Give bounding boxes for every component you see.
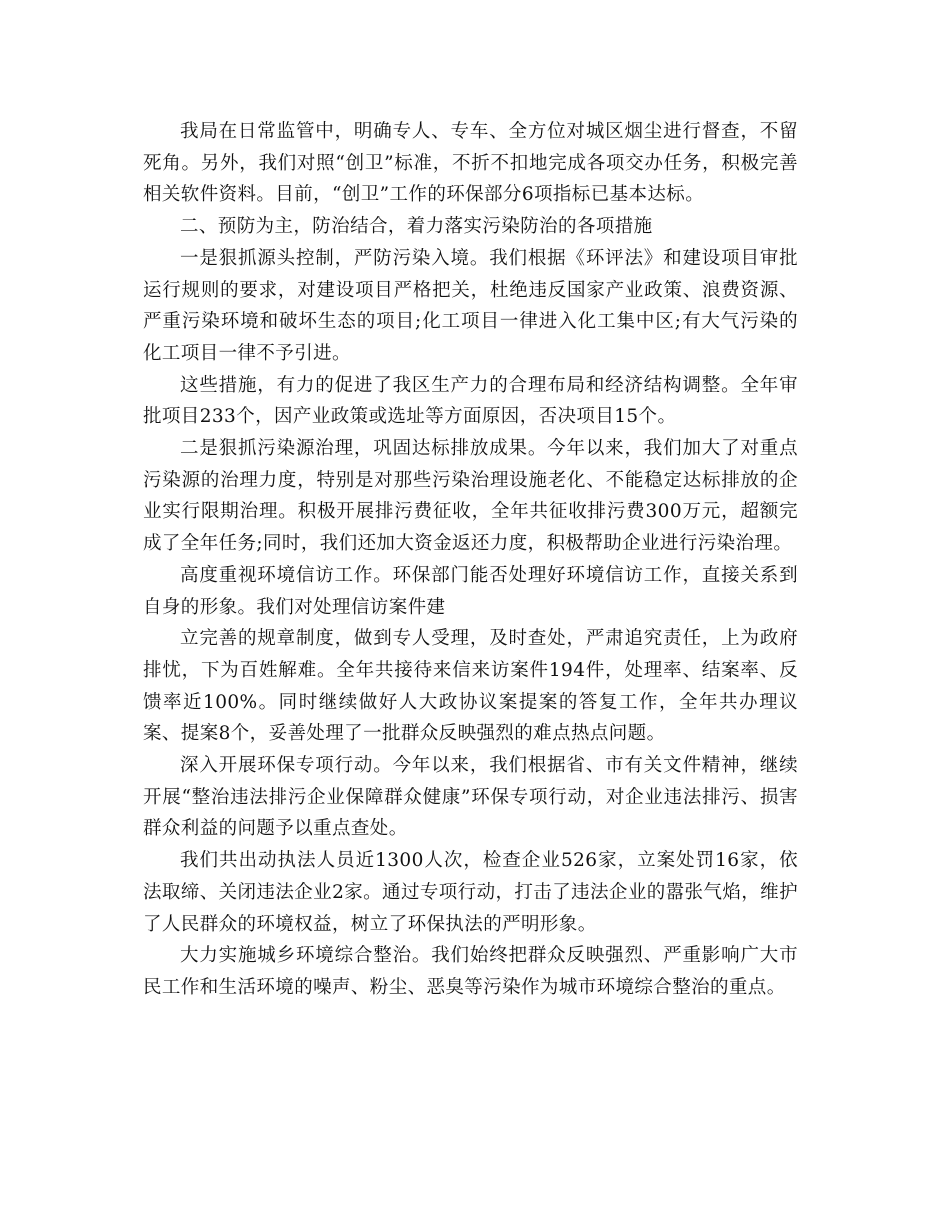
- section-heading-prevention: 二、预防为主，防治结合，着力落实污染防治的各项措施: [180, 216, 653, 238]
- paragraph-measures-result: 这些措施，有力的促进了我区生产力的合理布局和经济结构调整。全年审批项目233个，因产业政策或选址等方面原因，否决项目15个。: [143, 374, 798, 428]
- document-body: [143, 116, 798, 1004]
- paragraph-source-control: 一是狠抓源头控制，严防污染入境。我们根据《环评法》和建设项目审批运行规则的要求，对建设项目严格把关，杜绝违反国家产业政策、浪费资源、严重污染环境和破坏生态的项目;化工项目一律进入化工集中区;有大气污染的化工项目一律不予引进。: [143, 247, 798, 364]
- paragraph-enforcement-stats: 我们共出动执法人员近1300人次，检查企业526家，立案处罚16家，依法取缔、关闭违法企业2家。通过专项行动，打击了违法企业的嚣张气焰，维护了人民群众的环境权益，树立了环保执法的严明形象。: [143, 850, 798, 935]
- paragraph-petition-system: 立完善的规章制度，做到专人受理，及时查处，严肃追究责任，上为政府排忧，下为百姓解难。全年共接待来信来访案件194件，处理率、结案率、反馈率近100%。同时继续做好人大政协议案提案的答复工作，全年共办理议案、提案8个，妥善处理了一批群众反映强烈的难点热点问题。: [143, 628, 798, 745]
- paragraph-pollution-treatment: 二是狠抓污染源治理，巩固达标排放成果。今年以来，我们加大了对重点污染源的治理力度，特别是对那些污染治理设施老化、不能稳定达标排放的企业实行限期治理。积极开展排污费征收，全年共征收排污费300万元，超额完成了全年任务;同时，我们还加大资金返还力度，积极帮助企业进行污染治理。: [143, 438, 798, 555]
- paragraph-petition-work: 高度重视环境信访工作。环保部门能否处理好环境信访工作，直接关系到自身的形象。我们对处理信访案件建: [143, 564, 798, 618]
- paragraph-environment-rectification: 大力实施城乡环境综合整治。我们始终把群众反映强烈、严重影响广大市民工作和生活环境的噪声、粉尘、恶臭等污染作为城市环境综合整治的重点。: [143, 945, 798, 998]
- paragraph-special-action: 深入开展环保专项行动。今年以来，我们根据省、市有关文件精神，继续开展“整治违法排污企业保障群众健康”环保专项行动，对企业违法排污、损害群众利益的问题予以重点查处。: [143, 755, 798, 840]
- paragraph-supervision: 我局在日常监管中，明确专人、专车、全方位对城区烟尘进行督查，不留死角。另外，我们对照“创卫”标准，不折不扣地完成各项交办任务，积极完善相关软件资料。目前，“创卫”工作的环保部分6项指标已基本达标。: [143, 121, 798, 206]
